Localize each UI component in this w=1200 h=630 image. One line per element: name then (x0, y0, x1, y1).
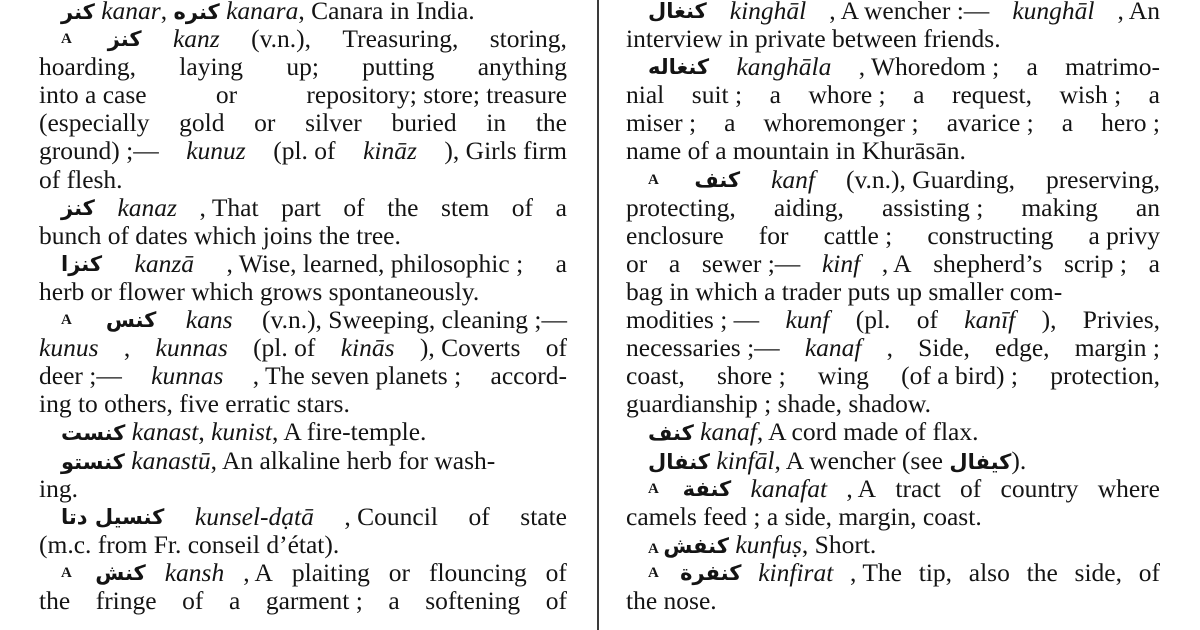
arabic-headword: کنفرة (680, 560, 742, 585)
entry-line (626, 362, 1160, 390)
transliteration: kanz (172, 24, 220, 54)
definition-text: , That (199, 192, 259, 222)
definition-text: (pl. of (273, 136, 336, 166)
definition-text: interview in private between friends. (626, 24, 1001, 54)
transliteration: kanast (125, 417, 199, 447)
entry-line (626, 0, 1160, 25)
definition-text: (v.n.), (251, 24, 312, 54)
transliteration: kanafat (750, 473, 828, 503)
definition-text: tract (895, 473, 941, 503)
entry-line (626, 222, 1160, 250)
transliteration: kunnas (151, 361, 224, 391)
arabic-headword: کنف (648, 421, 694, 446)
transliteration: kans (185, 305, 233, 335)
entry-line (39, 559, 567, 587)
definition-text: of flesh. (39, 164, 123, 194)
definition-text: modities ; — (626, 305, 760, 335)
definition-text: part (281, 192, 321, 222)
arabic-headword: کنفال (648, 449, 711, 474)
definition-text: flouncing (428, 557, 527, 587)
definition-text: , A (881, 248, 912, 278)
definition-text: camels feed ; a side, margin, coast. (626, 501, 982, 531)
definition-text: , (198, 417, 212, 447)
entry-line (626, 53, 1160, 81)
entry-line (39, 587, 567, 615)
line-content (626, 137, 966, 165)
definition-text: avarice ; (946, 108, 1034, 138)
entry-line (39, 418, 567, 446)
entry-line (626, 166, 1160, 194)
definition-text: making (1021, 192, 1098, 222)
definition-text: or (254, 108, 276, 138)
right-column (626, 0, 1160, 615)
transliteration: kanastū (124, 445, 211, 475)
definition-text: a (228, 585, 241, 615)
definition-text: ), Coverts (419, 333, 521, 363)
entry-line (39, 194, 567, 222)
definition-text: the (535, 108, 567, 138)
transliteration: kunghāl (1012, 0, 1095, 25)
definition-text: of (959, 473, 982, 503)
definition-text: of (511, 192, 534, 222)
arabic-headword: کنفة (682, 476, 732, 501)
entry-line (626, 25, 1160, 53)
definition-text: (pl. of (253, 333, 316, 363)
entry-line (626, 531, 1160, 559)
transliteration: kansh (164, 557, 225, 587)
entry-line (626, 503, 1160, 531)
definition-text: a (1148, 248, 1160, 278)
definition-text: silver (305, 108, 362, 138)
definition-text: of (545, 585, 567, 615)
arabic-origin-marker: A (648, 540, 660, 557)
definition-text: a (555, 192, 567, 222)
line-content (626, 503, 982, 531)
definition-text: or (626, 248, 648, 278)
definition-text: of (468, 501, 490, 531)
entry-line (39, 306, 567, 334)
definition-text: a (1148, 80, 1160, 110)
definition-text: a (388, 585, 400, 615)
definition-text: , A fire-temple. (272, 417, 427, 447)
line-content (61, 0, 475, 25)
definition-text: bag in which a trader puts up smaller com- (626, 276, 1063, 306)
definition-text: , (886, 333, 893, 363)
definition-text: fringe (95, 585, 157, 615)
definition-text: Side, (918, 333, 970, 363)
arabic-origin-marker: A (648, 171, 660, 188)
arabic-headword: کنر (61, 0, 95, 24)
transliteration: kinfirat (758, 557, 834, 587)
definition-text: plaiting (291, 557, 370, 587)
line-content (648, 447, 1026, 475)
line-content (648, 531, 876, 559)
arabic-headword: کیفال (949, 449, 1012, 474)
definition-text: (v.n.), Guarding, (845, 164, 1015, 194)
entry-line (39, 0, 567, 25)
transliteration: kunus (39, 333, 99, 363)
definition-text: wish ; (1059, 80, 1122, 110)
entry-line (39, 53, 567, 81)
entry-line (39, 25, 567, 53)
arabic-headword: کنغاله (648, 55, 710, 80)
definition-text: nial (626, 80, 665, 110)
line-content (648, 418, 978, 446)
entry-line (39, 475, 567, 503)
line-content (626, 587, 717, 615)
definition-text: edge, (995, 333, 1050, 363)
entry-line (626, 390, 1160, 418)
definition-text: miser ; (626, 108, 697, 138)
definition-text: of (545, 557, 567, 587)
definition-text: side, (1074, 557, 1122, 587)
definition-text: , A wencher (see (774, 445, 950, 475)
entry-line (626, 447, 1160, 475)
definition-text: sewer ;— (701, 248, 801, 278)
definition-text: a (913, 80, 925, 110)
entry-line (39, 390, 567, 418)
definition-text: the (387, 192, 419, 222)
transliteration: kinf (821, 248, 861, 278)
definition-text: request, (951, 80, 1032, 110)
arabic-headword: کنزا (61, 251, 103, 276)
definition-text: , (160, 0, 174, 25)
definition-text: whore ; (808, 80, 886, 110)
line-content (39, 475, 78, 503)
definition-text: ), (1041, 305, 1057, 335)
entry-line (39, 109, 567, 137)
definition-text: margin ; (1074, 333, 1160, 363)
arabic-origin-marker: A (61, 564, 73, 581)
definition-text: of (1138, 557, 1160, 587)
definition-text: coast, (626, 361, 685, 391)
transliteration: kanf (771, 164, 815, 194)
definition-text: a (769, 80, 781, 110)
definition-text: for (758, 220, 789, 250)
definition-text: bunch of dates which joins the tree. (39, 220, 401, 250)
definition-text: the (39, 585, 71, 615)
transliteration: kinās (340, 333, 395, 363)
arabic-headword: کنفش (663, 533, 729, 558)
arabic-headword: کنف (694, 167, 741, 192)
definition-text: putting (362, 52, 435, 82)
line-content (61, 418, 426, 446)
definition-text: , Council (344, 501, 438, 531)
definition-text: guardianship ; shade, shadow. (626, 389, 931, 419)
entry-line (39, 137, 567, 165)
transliteration: kanaf (804, 333, 862, 363)
transliteration: kunist (211, 417, 273, 447)
entry-line (626, 137, 1160, 165)
definition-text: garment ; (265, 585, 363, 615)
definition-text: , A (846, 473, 877, 503)
definition-text: or (388, 557, 411, 587)
definition-text: , An (1117, 0, 1160, 25)
definition-text: aiding, (773, 192, 844, 222)
definition-text: a (1061, 108, 1074, 138)
transliteration: kunf (785, 305, 830, 335)
definition-text: , Whoredom ; (858, 52, 1000, 82)
definition-text: of (916, 305, 938, 335)
arabic-origin-marker: A (648, 480, 660, 497)
line-content (39, 278, 479, 306)
definition-text: repository; store; treasure (306, 80, 567, 110)
transliteration: kunfuṣ (728, 529, 802, 559)
definition-text: hoarding, (39, 52, 137, 82)
definition-text: tip, (918, 557, 953, 587)
definition-text: Privies, (1082, 305, 1160, 335)
definition-text: , Canara in India. (298, 0, 475, 25)
definition-text: necessaries ;— (626, 333, 780, 363)
definition-text: ), Girls firm (444, 136, 567, 166)
definition-text: ing. (39, 473, 78, 503)
definition-text: , Wise, learned, philosophic ; (226, 248, 524, 278)
definition-text: an (1135, 192, 1160, 222)
entry-line (39, 503, 567, 531)
definition-text: state (520, 501, 567, 531)
transliteration: kanar (94, 0, 161, 25)
definition-text: , The (850, 557, 902, 587)
entry-line (626, 306, 1160, 334)
definition-text: laying (179, 52, 244, 82)
definition-text: accord- (490, 361, 567, 391)
arabic-headword: کنش (95, 560, 146, 585)
definition-text: , A cord made of flax. (756, 417, 979, 447)
definition-text: (especially (39, 108, 150, 138)
definition-text: , A (243, 557, 273, 587)
entry-line (39, 362, 567, 390)
definition-text: herb or flower which grows spontaneously. (39, 276, 480, 306)
definition-text: protection, (1050, 361, 1160, 391)
definition-text: stem (441, 192, 490, 222)
definition-text: , (123, 333, 131, 363)
transliteration: kanīf (964, 305, 1016, 335)
entry-line (626, 194, 1160, 222)
definition-text: also (968, 557, 1010, 587)
entry-line (626, 334, 1160, 362)
line-content (61, 447, 495, 475)
definition-text: , An alkaline herb for wash- (210, 445, 496, 475)
entry-line (39, 222, 567, 250)
transliteration: kanaf (693, 417, 757, 447)
definition-text: suit ; (691, 80, 743, 110)
definition-text: storing, (489, 24, 567, 54)
entry-line (626, 587, 1160, 615)
definition-text: buried (391, 108, 457, 138)
definition-text: deer ;— (39, 361, 122, 391)
entry-line (39, 334, 567, 362)
definition-text: into a case (39, 80, 147, 110)
arabic-origin-marker: A (61, 31, 73, 48)
transliteration: kanaz (117, 192, 177, 222)
entry-line (626, 278, 1160, 306)
arabic-headword: کنستو (61, 449, 125, 474)
transliteration: kunsel-dạtā (194, 501, 314, 531)
line-content (626, 25, 1001, 53)
arabic-headword: کنغال (648, 0, 707, 23)
definition-text: ground) ;— (39, 136, 159, 166)
transliteration: kināz (363, 136, 417, 166)
definition-text: in (486, 108, 507, 138)
definition-text: (of a bird) ; (901, 361, 1018, 391)
definition-text: a privy (1088, 220, 1160, 250)
entry-line (626, 475, 1160, 503)
arabic-headword: کنست (61, 421, 126, 446)
column-divider (597, 0, 599, 630)
entry-line (39, 166, 567, 194)
transliteration: kinghāl (729, 0, 807, 25)
definition-text: scrip ; (1063, 248, 1127, 278)
transliteration: kanghāla (736, 52, 832, 82)
definition-text: preserving, (1045, 164, 1160, 194)
line-content (626, 390, 931, 418)
arabic-headword: کنس (105, 308, 157, 333)
definition-text: of (545, 333, 567, 363)
arabic-headword: کنسیل دتا (61, 504, 165, 529)
definition-text: of (343, 192, 365, 222)
definition-text: where (1097, 473, 1160, 503)
entry-line (39, 81, 567, 109)
definition-text: constructing (927, 220, 1054, 250)
entry-line (626, 418, 1160, 446)
transliteration: kanara (219, 0, 299, 25)
definition-text: shepherd’s (933, 248, 1043, 278)
definition-text: a (668, 248, 681, 278)
entry-line (626, 109, 1160, 137)
definition-text: enclosure (626, 220, 724, 250)
definition-text: ing to others, five erratic stars. (39, 389, 350, 419)
line-content (39, 390, 350, 418)
definition-text: gold (179, 108, 225, 138)
transliteration: kunnas (155, 333, 228, 363)
definition-text: the nose. (626, 585, 717, 615)
entry-line (626, 250, 1160, 278)
definition-text: or (215, 80, 238, 110)
line-content (39, 531, 339, 559)
entry-line (39, 447, 567, 475)
definition-text: , A wencher :— (829, 0, 990, 25)
arabic-headword: کنز (61, 195, 95, 220)
definition-text: matrimo- (1065, 52, 1160, 82)
definition-text: assisting ; (881, 192, 984, 222)
entry-line (39, 278, 567, 306)
definition-text: a (555, 248, 567, 278)
transliteration: kanzā (134, 248, 195, 278)
definition-text: the (1026, 557, 1058, 587)
definition-text: protecting, (626, 192, 736, 222)
line-content (39, 166, 123, 194)
arabic-headword: کنره (173, 0, 220, 24)
definition-text: (pl. (855, 305, 891, 335)
definition-text: wing (817, 361, 869, 391)
definition-text: (v.n.), Sweeping, cleaning ;— (261, 305, 567, 335)
transliteration: kunuz (186, 136, 246, 166)
definition-text: cattle ; (823, 220, 893, 250)
entry-line (626, 559, 1160, 587)
definition-text: shore ; (717, 361, 786, 391)
definition-text: of (182, 585, 204, 615)
definition-text: a (724, 108, 736, 138)
definition-text: ). (1011, 445, 1027, 475)
definition-text: Treasuring, (342, 24, 459, 54)
definition-text: country (1000, 473, 1079, 503)
left-column (39, 0, 567, 615)
entry-line (39, 250, 567, 278)
entry-line (626, 81, 1160, 109)
arabic-origin-marker: A (648, 564, 660, 581)
definition-text: , The seven planets ; (252, 361, 462, 391)
definition-text: softening (425, 585, 521, 615)
definition-text: , Short. (801, 529, 877, 559)
arabic-origin-marker: A (61, 312, 73, 329)
definition-text: anything (477, 52, 567, 82)
definition-text: name of a mountain in Khurāsān. (626, 136, 966, 166)
line-content (39, 222, 401, 250)
definition-text: whoremonger ; (763, 108, 919, 138)
arabic-headword: کنز (107, 27, 142, 52)
definition-text: up; (286, 52, 319, 82)
entry-line (39, 531, 567, 559)
transliteration: kinfāl (710, 445, 775, 475)
definition-text: hero ; (1101, 108, 1160, 138)
definition-text: (m.c. from Fr. conseil d’état). (39, 529, 340, 559)
definition-text: a (1026, 52, 1038, 82)
